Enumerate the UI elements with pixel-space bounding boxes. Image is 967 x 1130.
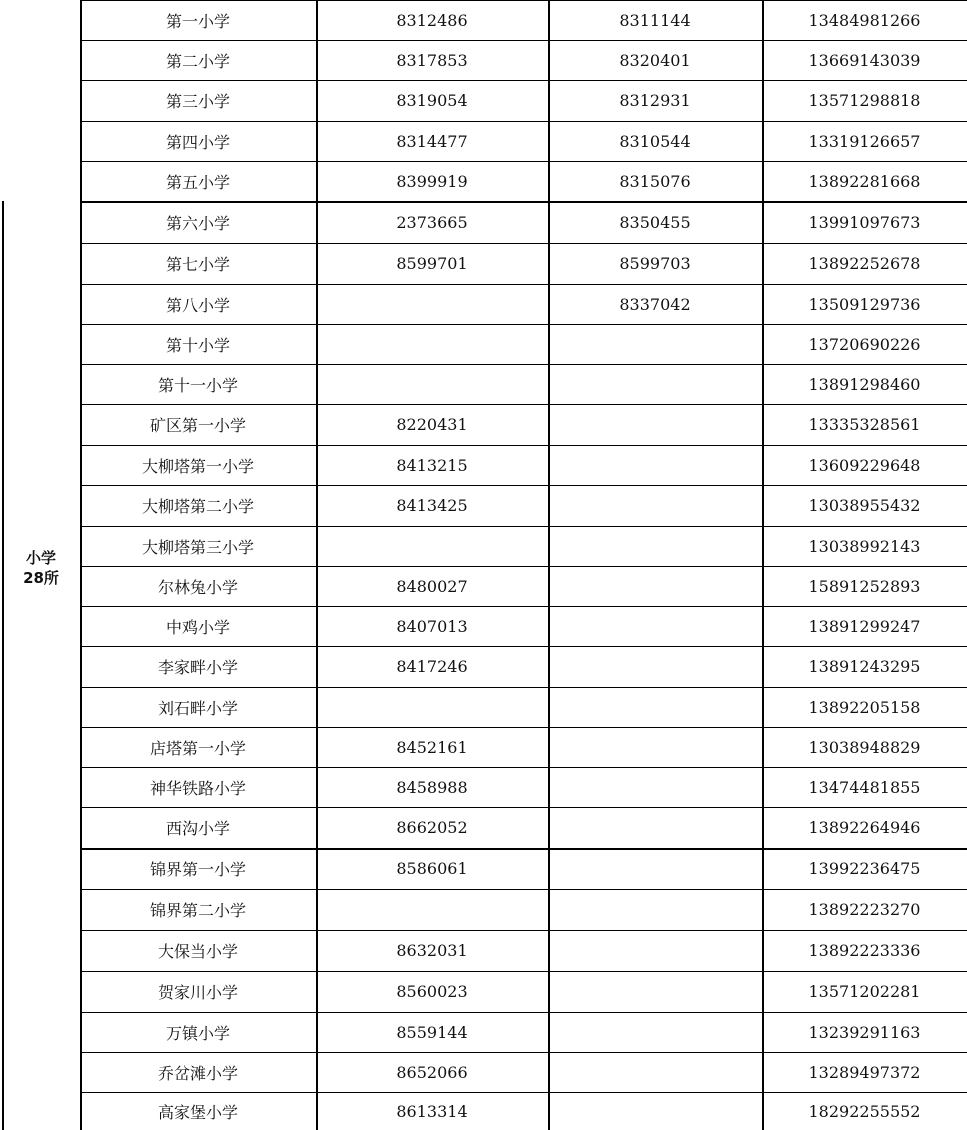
phone-cell-2	[548, 687, 762, 727]
mobile-cell: 13669143039	[808, 50, 921, 70]
phone-cell-2	[548, 364, 762, 404]
mobile-cell: 13484981266	[808, 10, 921, 30]
phone-cell-1: 8407013	[396, 616, 468, 636]
phone-cell-2: 8350455	[619, 212, 691, 232]
category-line-1: 小学	[25, 549, 56, 567]
school-name-cell: 锦界第二小学	[149, 901, 246, 920]
phone-cell-2	[548, 1052, 762, 1092]
school-name-cell: 中鸡小学	[165, 617, 230, 637]
school-name-cell: 第六小学	[165, 213, 230, 233]
school-name-cell: 店塔第一小学	[149, 738, 246, 758]
school-name-cell: 第十一小学	[157, 375, 238, 395]
phone-cell-2	[548, 889, 762, 930]
phone-cell-1: 8399919	[396, 171, 468, 191]
phone-cell-1: 8452161	[396, 737, 468, 757]
mobile-cell: 13720690226	[808, 334, 921, 354]
category-label	[2, 540, 80, 596]
school-name-cell: 第七小学	[165, 255, 230, 274]
phone-cell-1: 8599701	[396, 254, 468, 273]
phone-cell-1: 8652066	[396, 1062, 468, 1082]
phone-cell-2	[548, 485, 762, 526]
phone-cell-2	[548, 324, 762, 364]
mobile-cell: 13891299247	[808, 616, 921, 636]
school-name-cell: 高家堡小学	[157, 1102, 238, 1122]
mobile-cell: 13892223270	[808, 900, 921, 919]
school-name-cell: 贺家川小学	[157, 983, 238, 1002]
phone-cell-1: 8413425	[396, 496, 468, 515]
phone-cell-1: 8312486	[396, 10, 468, 30]
mobile-cell: 13319126657	[808, 131, 921, 151]
mobile-cell: 13038992143	[808, 536, 921, 556]
phone-cell-1: 8560023	[396, 982, 468, 1001]
phone-cell-2: 8315076	[619, 171, 691, 191]
phone-cell-2	[548, 566, 762, 606]
phone-cell-1	[316, 687, 548, 727]
school-name-cell: 第二小学	[165, 51, 230, 71]
mobile-cell: 13992236475	[808, 859, 921, 878]
school-name-cell: 尔林兔小学	[157, 577, 238, 597]
phone-cell-1: 8480027	[396, 576, 468, 596]
phone-cell-2: 8337042	[619, 294, 691, 314]
phone-cell-2	[548, 971, 762, 1012]
phone-cell-1: 8220431	[396, 415, 468, 434]
mobile-cell: 13335328561	[808, 415, 921, 434]
school-name-cell: 第一小学	[165, 11, 230, 31]
school-name-cell: 大柳塔第三小学	[141, 537, 254, 557]
phone-cell-1	[316, 889, 548, 930]
phone-cell-1: 8413215	[396, 455, 468, 475]
phone-cell-2	[548, 727, 762, 767]
school-name-cell: 李家畔小学	[157, 658, 238, 677]
school-name-cell: 大柳塔第二小学	[141, 497, 254, 516]
phone-cell-2: 8599703	[619, 254, 691, 273]
phone-cell-2: 8312931	[619, 91, 691, 110]
school-name-cell: 西沟小学	[165, 819, 230, 838]
phone-cell-2: 8311144	[619, 10, 691, 30]
mobile-cell: 13892252678	[808, 254, 921, 273]
phone-cell-2	[548, 646, 762, 687]
school-name-cell: 第八小学	[165, 295, 230, 315]
school-name-cell: 第四小学	[165, 132, 230, 152]
mobile-cell: 13038948829	[808, 737, 921, 757]
phone-cell-1: 8586061	[396, 859, 468, 878]
mobile-cell: 13892264946	[808, 818, 921, 837]
school-name-cell: 第十小学	[165, 335, 230, 355]
mobile-cell: 18292255552	[808, 1101, 921, 1121]
mobile-cell: 13509129736	[808, 294, 921, 314]
mobile-cell: 13038955432	[808, 496, 921, 515]
phone-cell-2	[548, 767, 762, 807]
mobile-cell: 13892205158	[808, 697, 921, 717]
column-divider	[2, 201, 4, 1130]
mobile-cell: 13474481855	[808, 777, 921, 797]
school-name-cell: 矿区第一小学	[149, 416, 246, 435]
phone-cell-1: 8417246	[396, 657, 468, 676]
school-name-cell: 神华铁路小学	[149, 778, 246, 798]
mobile-cell: 13891243295	[808, 657, 921, 676]
phone-cell-2: 8310544	[619, 131, 691, 151]
phone-cell-2	[548, 526, 762, 566]
mobile-cell: 13991097673	[808, 212, 921, 232]
phone-cell-2	[548, 445, 762, 485]
phone-cell-1: 8662052	[396, 818, 468, 837]
phone-cell-1: 2373665	[396, 212, 468, 232]
phone-cell-1	[316, 284, 548, 324]
mobile-cell: 13891298460	[808, 374, 921, 394]
phone-cell-2	[548, 848, 762, 889]
mobile-cell: 13571202281	[808, 982, 921, 1001]
category-line-2: 28所	[23, 569, 59, 587]
mobile-cell: 13289497372	[808, 1062, 921, 1082]
school-name-cell: 第五小学	[165, 172, 230, 192]
mobile-cell: 13239291163	[808, 1022, 921, 1042]
phone-cell-1: 8613314	[396, 1101, 468, 1121]
phone-cell-1: 8314477	[396, 131, 468, 151]
school-name-cell: 大柳塔第一小学	[141, 456, 254, 476]
mobile-cell: 13571298818	[808, 91, 921, 110]
mobile-cell: 13892281668	[808, 171, 921, 191]
mobile-cell: 13609229648	[808, 455, 921, 475]
phone-cell-2	[548, 1012, 762, 1052]
school-name-cell: 刘石畔小学	[157, 698, 238, 718]
phone-cell-1	[316, 526, 548, 566]
mobile-cell: 13892223336	[808, 941, 921, 960]
phone-cell-2	[548, 606, 762, 646]
phone-cell-1	[316, 364, 548, 404]
phone-cell-1	[316, 324, 548, 364]
school-name-cell: 乔岔滩小学	[157, 1063, 238, 1083]
phone-cell-1: 8632031	[396, 941, 468, 960]
school-name-cell: 万镇小学	[165, 1023, 230, 1043]
phone-cell-2	[548, 807, 762, 848]
phone-cell-2: 8320401	[619, 50, 691, 70]
phone-cell-1: 8319054	[396, 91, 468, 110]
school-name-cell: 锦界第一小学	[149, 860, 246, 879]
phone-cell-2	[548, 1092, 762, 1130]
mobile-cell: 15891252893	[808, 576, 921, 596]
school-name-cell: 第三小学	[165, 92, 230, 111]
phone-cell-1: 8559144	[396, 1022, 468, 1042]
phone-cell-2	[548, 404, 762, 445]
phone-cell-2	[548, 930, 762, 971]
school-name-cell: 大保当小学	[157, 942, 238, 961]
phone-cell-1: 8458988	[396, 777, 468, 797]
phone-cell-1: 8317853	[396, 50, 468, 70]
